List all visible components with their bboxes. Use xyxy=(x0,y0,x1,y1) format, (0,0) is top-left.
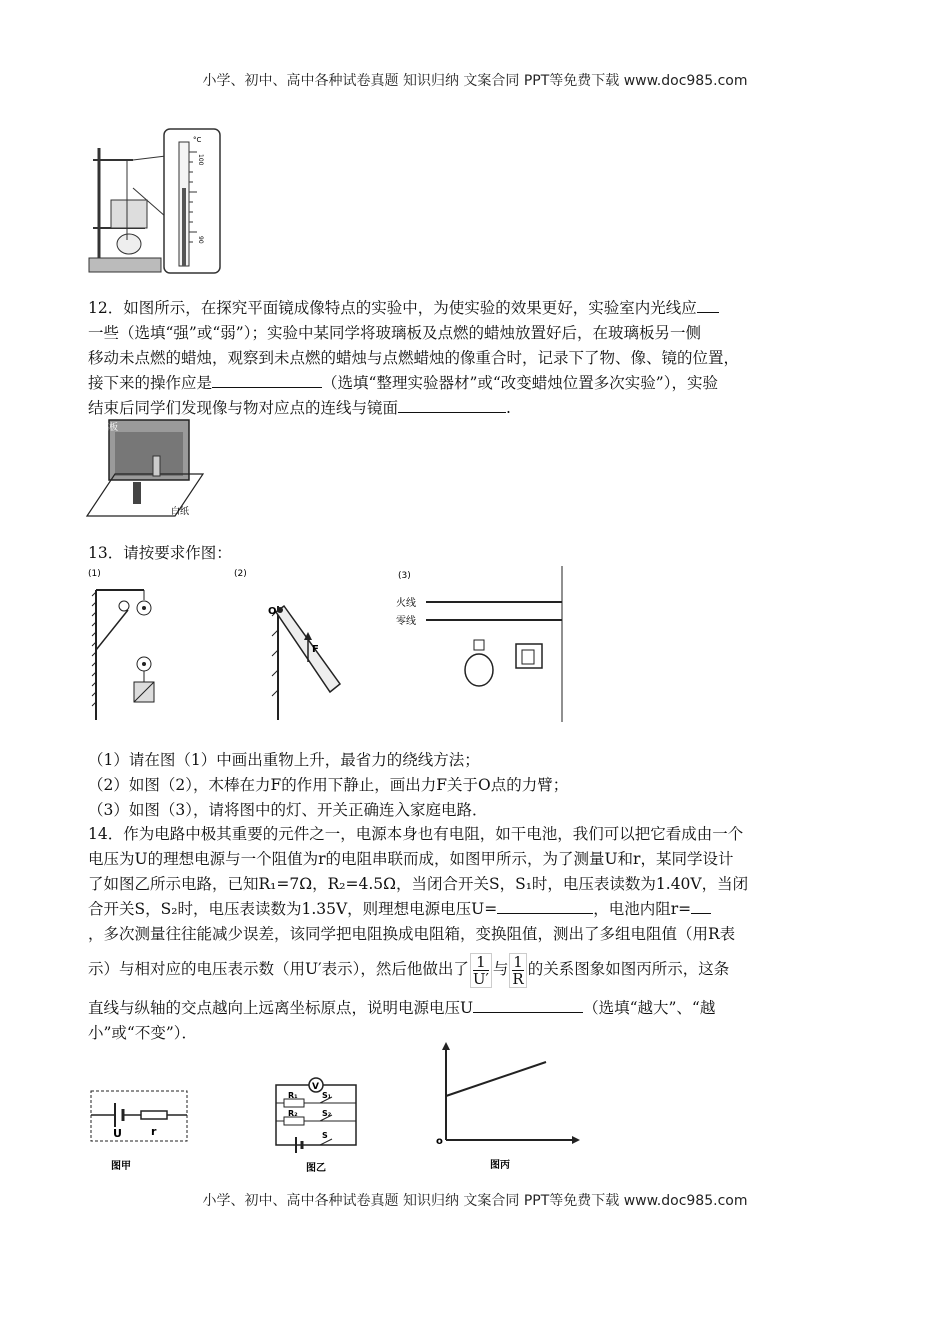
q13-live-wire-label: 火线 xyxy=(396,598,416,609)
q14-figa-caption: 图甲 xyxy=(111,1161,131,1172)
q14-fraction-1-over-r: $\frac{1}{R}$ xyxy=(509,953,526,988)
q14-figc-caption: 图丙 xyxy=(490,1160,510,1171)
page-footer: 小学、初中、高中各种试卷真题 知识归纳 文案合同 PPT等免费下载 www.doc985.com xyxy=(202,1193,748,1209)
q12-label-glass: 玻璃板 xyxy=(91,423,119,433)
q14-figb-r1: R₁ xyxy=(288,1091,298,1100)
q12-mirror-figure xyxy=(85,418,205,520)
q14-line-3: 了如图乙所示电路，已知R₁=7Ω，R₂=4.5Ω，当闭合开关S，S₁时，电压表读数为1.40V，当闭 xyxy=(88,875,749,893)
q14-line-8: 小”或“不变”）． xyxy=(88,1024,198,1042)
q13-fig2-label: (2) xyxy=(234,569,247,579)
q14-figure-c-graph xyxy=(430,1040,580,1175)
q12-blank-relation[interactable] xyxy=(398,398,506,413)
q13-figure-2-lever xyxy=(232,566,342,724)
q14-blank-voltage[interactable] xyxy=(497,899,593,914)
q14-line-5: ，多次测量往往能减少误差，该同学把电阻换成电阻箱，变换阻值，测出了多组电阻值（用R表 xyxy=(88,925,736,943)
q14-figc-origin: o xyxy=(436,1136,443,1147)
q13-fig1-label: (1) xyxy=(88,569,101,579)
q13-item-2: （2）如图（2），木棒在力F的作用下静止，画出力F关于O点的力臂； xyxy=(88,776,569,794)
q11-unit-label: °C xyxy=(193,136,202,144)
q11-tick-bottom: 90 xyxy=(197,236,204,244)
q14-figure-a xyxy=(85,1085,195,1175)
q14-figb-r2: R₂ xyxy=(288,1109,298,1118)
q14-figb-s2: S₂ xyxy=(322,1109,332,1118)
q13-neutral-wire-label: 零线 xyxy=(396,616,416,627)
q14-blank-resistance[interactable] xyxy=(691,899,711,914)
q14-line-2: 电压为U的理想电源与一个阻值为r的电阻串联而成，如图甲所示，为了测量U和r，某同学设计 xyxy=(88,850,734,868)
q14-blank-trend[interactable] xyxy=(473,998,583,1013)
q12-line-2: 一些（选填“强”或“弱”）；实验中某同学将玻璃板及点燃的蜡烛放置好后，在玻璃板另一侧 xyxy=(88,324,701,342)
q13-item-3: （3）如图（3），请将图中的灯、开关正确连入家庭电路． xyxy=(88,801,488,819)
q12-line-3: 移动未点燃的蜡烛，观察到未点燃的蜡烛与点燃蜡烛的像重合时，记录下了物、像、镜的位置， xyxy=(88,349,740,367)
q13-figure-1-pulley xyxy=(88,566,188,724)
q12-line-4: 接下来的操作应是 （选填“整理实验器材”或“改变蜡烛位置多次实验”），实验 xyxy=(88,374,718,392)
q14-line-1: 14．作为电路中极其重要的元件之一，电源本身也有电阻，如干电池，我们可以把它看成由一个 xyxy=(88,825,744,843)
q12-line-1: 12．如图所示，在探究平面镜成像特点的实验中，为使实验的效果更好，实验室内光线应 xyxy=(88,296,866,321)
q13-fig3-label: (3) xyxy=(398,571,411,581)
q14-figa-r-label: r xyxy=(151,1125,157,1138)
q14-figure-b xyxy=(268,1075,368,1175)
q12-label-paper: 白纸 xyxy=(171,507,190,517)
q12-blank-operation[interactable] xyxy=(212,373,322,388)
q12-line-5: 结束后同学们发现像与物对应点的连线与镜面 . xyxy=(88,399,511,417)
q14-figb-s: S xyxy=(322,1131,328,1140)
q11-thermometer-zoom xyxy=(163,128,221,274)
q14-line-6: 示）与相对应的电压表示数（用U′表示），然后他做出了 $\frac{1}{U'}$ 与 $\frac{1}{R}$ 的关系图象如图丙所示，这条 xyxy=(88,952,730,988)
q14-fraction-1-over-u: $\frac{1}{U'}$ xyxy=(470,953,492,988)
q14-figb-s1: S₁ xyxy=(322,1091,332,1100)
q14-figb-caption: 图乙 xyxy=(306,1163,326,1174)
q13-title: 13．请按要求作图： xyxy=(88,544,232,562)
q11-tick-top: 100 xyxy=(197,154,204,166)
q13-fig2-force-f: F xyxy=(312,644,319,655)
q13-fig2-point-o: O xyxy=(268,606,277,617)
q13-item-1: （1）请在图（1）中画出重物上升，最省力的绕线方法； xyxy=(88,751,480,769)
page-header: 小学、初中、高中各种试卷真题 知识归纳 文案合同 PPT等免费下载 www.doc985.com xyxy=(202,73,748,89)
q13-figure-3-circuit xyxy=(392,566,572,724)
q14-line-7: 直线与纵轴的交点越向上远离坐标原点，说明电源电压U （选填“越大”、“越 xyxy=(88,999,716,1017)
q14-line-4: 合开关S，S₂时，电压表读数为1.35V，则理想电源电压U= ，电池内阻r= xyxy=(88,897,866,922)
q14-figa-u-label: U xyxy=(113,1127,122,1140)
q14-figb-voltmeter: V xyxy=(312,1082,319,1092)
